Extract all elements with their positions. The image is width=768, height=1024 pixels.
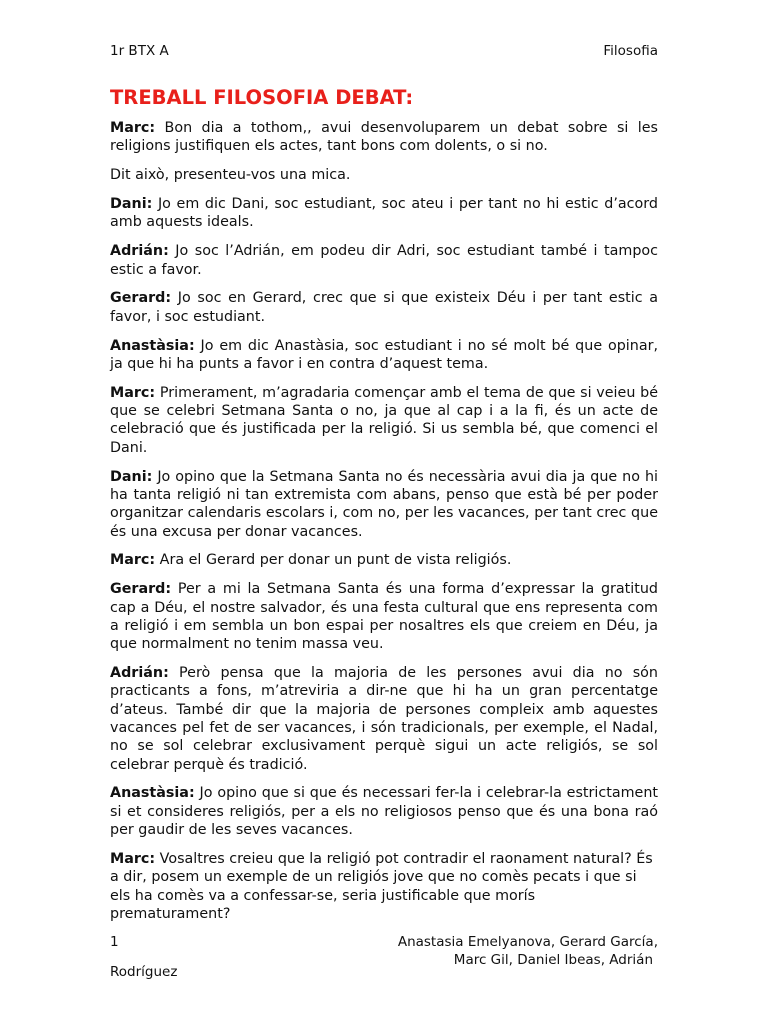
speaker-name: Dani: [110, 196, 153, 213]
dialogue-paragraph [110, 242, 658, 279]
dialogue-text: Primerament, m’agradaria començar amb el tema de que si veieu bé que se celebri Setmana Santa o no, ja que al cap i a la fi, és un acte de celebració que és justificada per la religió. Si us sembla bé, que comenci el Dani. [110, 384, 658, 456]
dialogue-body [110, 119, 658, 934]
dialogue-text: Jo soc l’Adrián, em podeu dir Adri, soc estudiant també i tampoc estic a favor. [110, 243, 659, 278]
dialogue-paragraph [110, 784, 658, 839]
speaker-name: Adrián: [110, 243, 169, 260]
dialogue-paragraph [110, 850, 658, 923]
speaker-name: Anastàsia: [110, 337, 195, 354]
authors-block [358, 933, 658, 969]
dialogue-paragraph [110, 337, 658, 374]
dialogue-paragraph [110, 195, 658, 232]
dialogue-paragraph [110, 580, 658, 653]
dialogue-paragraph [110, 166, 658, 184]
dialogue-text: Ara el Gerard per donar un punt de vista religiós. [159, 552, 512, 569]
dialogue-paragraph [110, 119, 658, 156]
dialogue-paragraph [110, 384, 658, 457]
speaker-name: Anastàsia: [110, 785, 195, 802]
header-course: 1r BTX A [110, 43, 169, 59]
dialogue-paragraph [110, 664, 658, 774]
dialogue-paragraph [110, 468, 658, 541]
dialogue-text: Jo soc en Gerard, crec que si que existeix Déu i per tant estic a favor, i soc estudiant. [110, 290, 659, 325]
dialogue-text: Però pensa que la majoria de les persones avui dia no són practicants a fons, m’atreviria a dir-ne que hi ha un gran percentatge d’ateus. També dir que la majoria de persones compleix amb aquestes vacances pel fet de ser vacances, i són tradicionals, per exemple, el Nadal, no se sol celebrar exclusivament perquè sigui un acte religiós, se sol celebrar perquè és tradició. [110, 665, 658, 773]
dialogue-text: Per a mi la Setmana Santa és una forma d’expressar la gratitud cap a Déu, el nostre salvador, és una festa cultural que ens representa com a religió i em sembla un bon espai per nosaltres els que creiem en Déu, ja que normalment no tenim massa veu. [110, 581, 659, 653]
authors-line: Anastasia Emelyanova, Gerard García, [397, 934, 658, 950]
authors-line: Rodríguez [110, 964, 178, 980]
dialogue-text: Jo em dic Dani, soc estudiant, soc ateu i per tant no hi estic d’acord amb aquests ideals. [110, 196, 658, 231]
speaker-name: Marc: [110, 120, 156, 136]
dialogue-text: Jo em dic Anastàsia, soc estudiant i no sé molt bé que opinar, ja que hi ha punts a favor i en contra d’aquest tema. [110, 337, 659, 372]
header-subject: Filosofia [603, 43, 658, 59]
speaker-name: Adrián: [110, 665, 169, 682]
dialogue-text: Jo opino que la Setmana Santa no és necessària avui dia ja que no hi ha tanta religió ni tan extremista com abans, penso que està bé per poder organitzar calendaris escolars i, com no, per les vacances, per tant crec que és una excusa per donar vacances. [110, 468, 659, 540]
speaker-name: Gerard: [110, 290, 172, 307]
speaker-name: Marc: [110, 384, 156, 401]
speaker-name: Marc: [110, 552, 156, 569]
speaker-name: Marc: [110, 850, 156, 867]
dialogue-paragraph [110, 289, 658, 326]
page-number: 1 [110, 934, 119, 950]
speaker-name: Dani: [110, 468, 153, 485]
dialogue-text: Bon dia a tothom,, avui desenvoluparem un debat sobre si les religions justifiquen els actes, tant bons com dolents, o si no. [110, 120, 658, 155]
dialogue-paragraph [110, 551, 658, 569]
speaker-name: Gerard: [110, 581, 172, 598]
dialogue-text: Jo opino que si que és necessari fer-la i celebrar-la estrictament si et consideres religiós, per a els no religiosos penso que és una bona raó per gaudir de les seves vacances. [110, 785, 659, 839]
dialogue-text: Dit això, presenteu-vos una mica. [110, 167, 351, 184]
document-title: TREBALL FILOSOFIA DEBAT: [110, 86, 414, 109]
authors-line: Marc Gil, Daniel Ibeas, Adrián [453, 952, 653, 968]
dialogue-text: Vosaltres creieu que la religió pot contradir el raonament natural? És a dir, posem un exemple de un religiós jove que no comès pecats i que si els ha comès va a confessar-se, seria justificable que morís prematurament? [110, 850, 653, 922]
